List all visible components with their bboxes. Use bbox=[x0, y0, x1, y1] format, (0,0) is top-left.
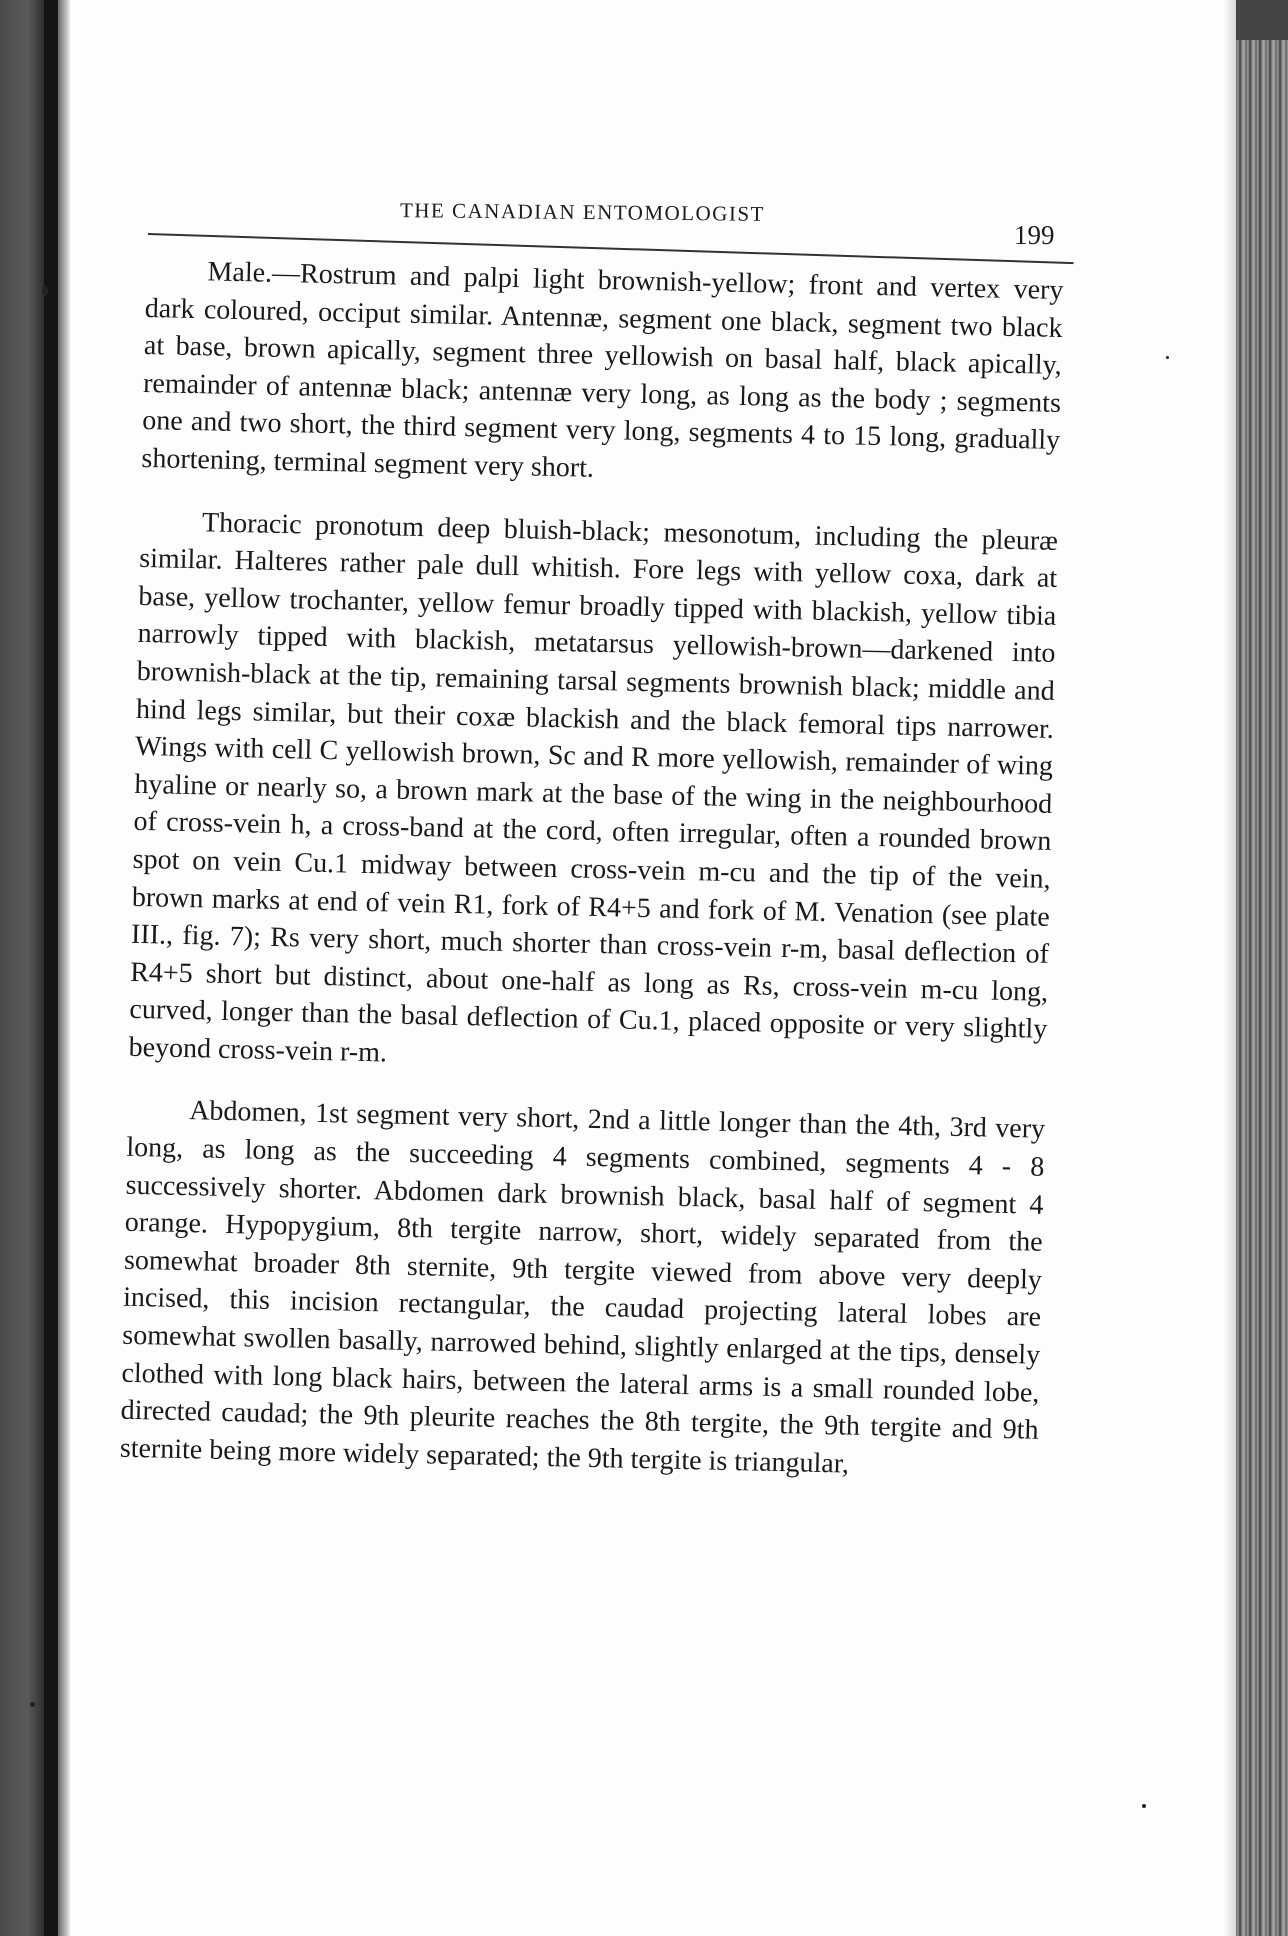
page-edges-top bbox=[1236, 0, 1288, 40]
running-title: THE CANADIAN ENTOMOLOGIST bbox=[399, 198, 766, 226]
scan-speck bbox=[30, 1702, 35, 1707]
book-binding-left bbox=[0, 0, 70, 1936]
scan-speck bbox=[42, 286, 48, 296]
page-number: 199 bbox=[1014, 220, 1055, 250]
page-edges-right bbox=[1236, 40, 1288, 1936]
scan-speck bbox=[1142, 1804, 1146, 1808]
scan-speck bbox=[1166, 356, 1169, 359]
page-gutter bbox=[1224, 0, 1236, 1936]
paragraph-thorax: Thoracic pronotum deep bluish-black; mesonotum, including the pleuræ similar. Halteres rather pale dull whitish. Fore legs with yellow coxa, dark at base, yellow trochanter, yellow femur broadly tipped with blackish, yellow tibia narrowly tipped with blackish, metatarsus yellowish-brown—darkened into brownish-black at the tip, remaining tarsal segments brownish black; middle and hind legs similar, but their coxæ blackish and the black femoral tips narrower. Wings with cell C yellowish brown, Sc and R more yellowish, remainder of wing hyaline or nearly so, a brown mark at the base of the wing in the neighbourhood of cross-vein h, a cross-band at the cord, often irregular, often a rounded brown spot on vein Cu.1 midway between cross-vein m-cu and the tip of the vein, brown marks at end of vein R1, fork of R4+5 and fork of M. Venation (see plate III., fig. 7); Rs very short, much shorter than cross-vein r-m, basal deflection of R4+5 short but distinct, about one-half as long as Rs, cross-vein m-cu long, curved, longer than the basal deflection of Cu.1, placed opposite or very slightly beyond cross-vein r-m. bbox=[128, 506, 1059, 1069]
paragraph-abdomen: Abdomen, 1st segment very short, 2nd a little longer than the 4th, 3rd very long, as long as the succeeding 4 segments combined, segments 4 - 8 successively shorter. Abdomen dark brownish black, basal half of segment 4 orange. Hypopygium, 8th tergite narrow, short, widely separated from the somewhat broader 8th sternite, 9th tergite viewed from above very deeply incised, this incision rectangular, the caudad projecting lateral lobes are somewhat swollen basally, narrowed behind, slightly enlarged at the tips, densely clothed with long black hairs, between the lateral arms is a small rounded lobe, directed caudad; the 9th pleurite reaches the 8th tergite, the 9th tergite and 9th sternite being more widely separated; the 9th tergite is triangular, bbox=[119, 1095, 1046, 1480]
paragraph-male: Male.—Rostrum and palpi light brownish-yellow; front and vertex very dark coloured, occiput similar. Antennæ, segment one black, segment two black at base, brown apically, segment three yellowish on basal half, black apically, remainder of antennæ black; antennæ very long, as long as the body ; segments one and two short, the third segment very long, segments 4 to 15 long, gradually shortening, terminal segment very short. bbox=[141, 256, 1064, 484]
body-text bbox=[119, 252, 1064, 1512]
